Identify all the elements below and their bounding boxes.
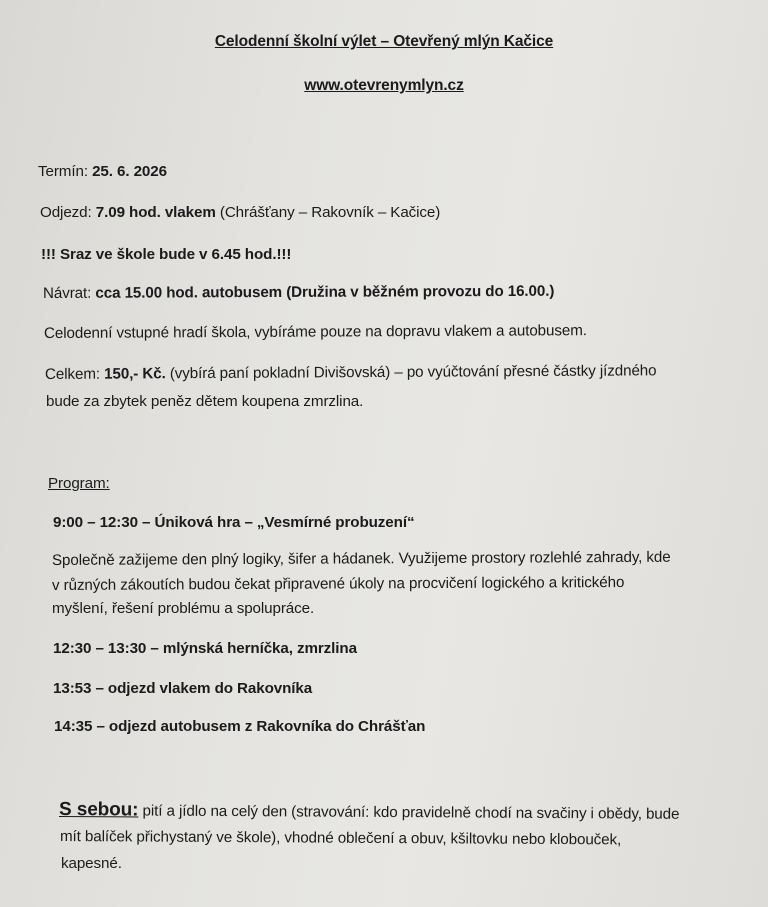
s-sebou-line-1 xyxy=(59,799,679,825)
navrat-line xyxy=(43,283,554,302)
vstupne-text: Celodenní vstupné hradí škola, vybíráme pouze na dopravu vlakem a autobusem. xyxy=(43,322,587,342)
s-sebou-line-3: kapesné. xyxy=(61,855,122,872)
termin-label: Termín: xyxy=(38,163,88,180)
s-sebou-line-2: mít balíček přichystaný ve škole), vhodné oblečení a obuv, kšiltovku nebo klobouček, xyxy=(59,828,622,849)
navrat-value: cca 15.00 hod. autobusem (Družina v běžném provozu do 16.00.) xyxy=(95,282,555,302)
s-sebou-label: S sebou: xyxy=(58,799,139,821)
navrat-label: Návrat: xyxy=(42,284,92,302)
program-heading: Program: xyxy=(48,475,110,492)
program-description-1: Společně zažijeme den plný logiky, šifer a hádanek. Využijeme prostory rozlehlé zahrady, kde xyxy=(51,548,671,569)
odjezd-route: (Chrášťany – Rakovník – Kačice) xyxy=(219,204,441,221)
document-title: Celodenní školní výlet – Otevřený mlýn Kačice xyxy=(214,33,554,50)
program-description-2: v různých zákoutích budou čekat připravené úkoly na procvičení logického a kritického xyxy=(51,574,625,594)
odjezd-label: Odjezd: xyxy=(40,204,92,221)
celkem-line2: bude za zbytek peněz dětem koupena zmrzlina. xyxy=(46,393,364,410)
celkem-value: 150,- Kč. xyxy=(104,365,166,383)
celkem-line xyxy=(45,362,657,383)
celkem-label: Celkem: xyxy=(44,365,101,383)
program-item-4: 14:35 – odjezd autobusem z Rakovníka do Chrášťan xyxy=(54,718,426,735)
termin-line xyxy=(38,163,167,180)
celkem-rest: (vybírá paní pokladní Divišovská) – po vyúčtování přesné částky jízdného xyxy=(169,362,657,383)
sraz-notice: !!! Sraz ve škole bude v 6.45 hod.!!! xyxy=(41,246,292,263)
termin-value: 25. 6. 2026 xyxy=(92,163,167,180)
program-item-3: 13:53 – odjezd vlakem do Rakovníka xyxy=(53,680,313,697)
program-item-1: 9:00 – 12:30 – Úniková hra – „Vesmírné probuzení“ xyxy=(53,514,415,531)
website-link: www.otevrenymlyn.cz xyxy=(304,77,464,94)
program-item-2: 12:30 – 13:30 – mlýnská herníčka, zmrzlina xyxy=(53,640,357,657)
program-description-3: myšlení, řešení problému a spolupráce. xyxy=(52,600,315,617)
s-sebou-text-1: pití a jídlo na celý den (stravování: kdo pravidelně chodí na svačiny i obědy, bude xyxy=(142,802,680,823)
odjezd-value: 7.09 hod. vlakem xyxy=(95,204,216,221)
odjezd-line xyxy=(40,204,440,221)
